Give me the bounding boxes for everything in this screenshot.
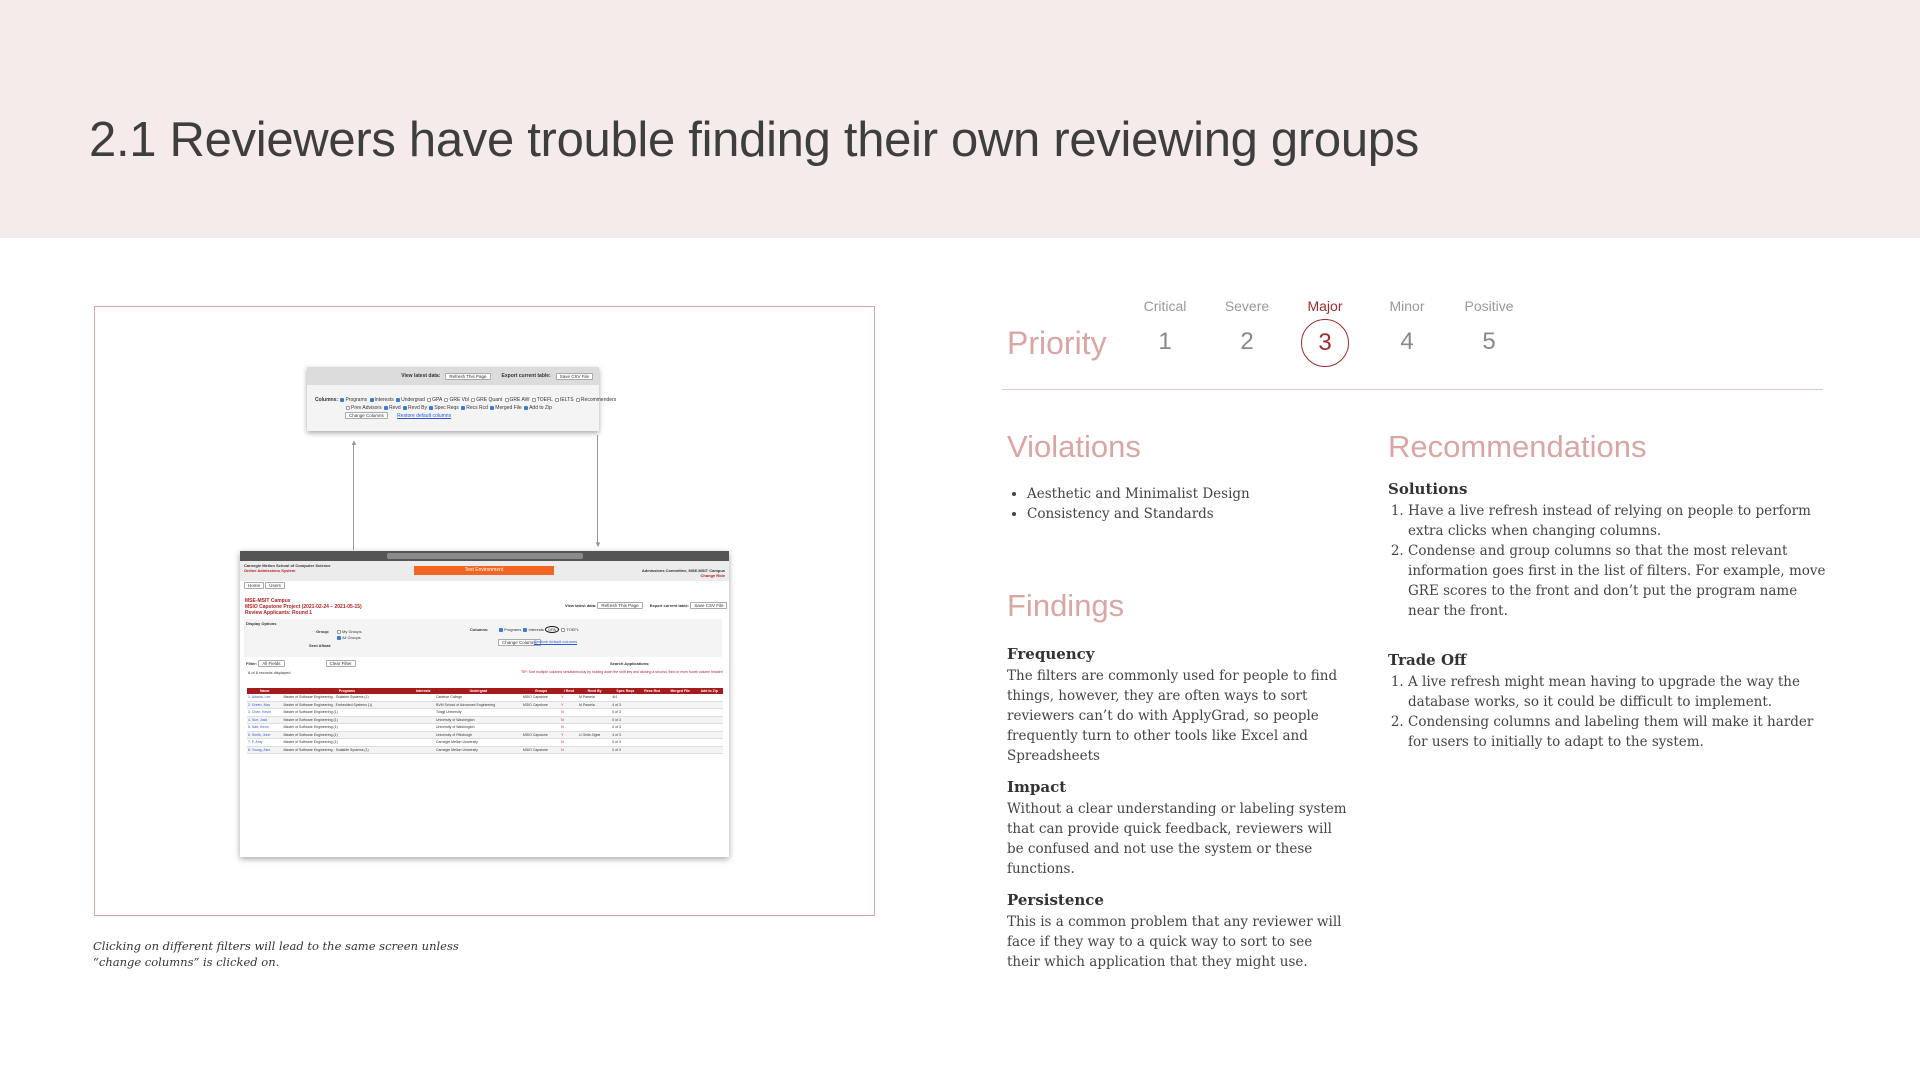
column-option: GPA: [432, 397, 443, 403]
table-header-cell[interactable]: Programs: [282, 688, 411, 694]
column-option: Interests: [528, 627, 544, 632]
table-cell: [639, 694, 665, 701]
table-cell: [695, 701, 723, 709]
priority-level-5: [1444, 298, 1534, 356]
checkbox-icon[interactable]: [384, 406, 388, 410]
table-cell: [411, 724, 435, 732]
table-cell: [695, 746, 723, 754]
table-cell: 0 of 3: [611, 709, 639, 717]
checkbox-icon[interactable]: [490, 406, 494, 410]
level-name: Minor: [1389, 298, 1425, 314]
table-cell: [639, 716, 665, 724]
arrow-up-icon: ▲: [350, 438, 358, 447]
column-option: GRE Quant: [476, 397, 503, 403]
table-row: [247, 739, 723, 747]
table-header-cell[interactable]: Undergrad: [435, 688, 522, 694]
findings-section: [1007, 645, 1347, 972]
radio-icon: [337, 636, 341, 640]
checkbox-icon[interactable]: [524, 406, 528, 410]
records-count: 8 of 8 records displayed: [248, 670, 291, 675]
solutions-title: Solutions: [1388, 480, 1468, 498]
column-option: Programs: [345, 397, 368, 403]
export-label: Export current table:: [501, 373, 551, 379]
table-cell: 4 of 3: [611, 731, 639, 739]
checkbox-icon[interactable]: [555, 398, 559, 402]
checkbox-icon[interactable]: [561, 628, 565, 632]
priority-level-1: [1120, 298, 1210, 356]
table-cell: 4/4: [611, 694, 639, 701]
table-cell: [578, 716, 611, 724]
table-cell: [411, 701, 435, 709]
columns-label: Columns:: [470, 627, 489, 632]
column-option: Add to Zip: [529, 405, 552, 411]
violation-item: • Consistency and Standards: [1027, 504, 1357, 524]
screenshot-frame: [94, 306, 875, 916]
checkbox-icon[interactable]: [346, 406, 350, 410]
user-role: Admissions Committee, MSE-MSIT Campus: [641, 568, 725, 573]
table-header-cell[interactable]: Spec Reqs: [611, 688, 639, 694]
table-cell: University of Pittsburgh: [435, 731, 522, 739]
column-option: Merged File: [495, 405, 522, 411]
table-header-cell[interactable]: I Revd: [560, 688, 578, 694]
column-option: Recommenders: [580, 397, 617, 403]
checkbox-icon[interactable]: [340, 398, 344, 402]
table-cell: [411, 746, 435, 754]
checkbox-icon[interactable]: [471, 398, 475, 402]
table-header-cell[interactable]: Recs Rcd: [639, 688, 665, 694]
table-cell: Y: [560, 694, 578, 701]
selected-level-circle: 3: [1301, 319, 1349, 367]
table-row: [247, 746, 723, 754]
level-name: Severe: [1224, 298, 1270, 314]
frequency-text: The filters are commonly used for people to find things, however, they are often ways to sort reviewers can’t do with ApplyGrad, so people frequently turn to other tools like Excel and Spreadsheets: [1007, 668, 1338, 764]
table-cell: [695, 716, 723, 724]
app-topband: [240, 561, 729, 581]
checkbox-icon[interactable]: [523, 628, 527, 632]
tip-text: TIP: Sort multiple columns simultaneously by holding down the shift key and clicking a second, third or even fourth column header!: [521, 670, 723, 674]
app-nav: [244, 583, 285, 588]
recommendations-heading: Recommendations: [1388, 429, 1647, 464]
url-bar: [387, 553, 583, 559]
page-title: 2.1 Reviewers have trouble finding their own reviewing groups: [89, 113, 1419, 167]
table-cell: N: [560, 716, 578, 724]
arrow-down-line: [597, 435, 598, 543]
column-option: Revd: [388, 405, 401, 411]
table-cell: [639, 701, 665, 709]
persistence-title: Persistence: [1007, 891, 1104, 909]
violation-item: • Aesthetic and Minimalist Design: [1027, 484, 1357, 504]
table-cell: Master of Software Engineering (1): [282, 709, 411, 717]
checkbox-icon[interactable]: [444, 398, 448, 402]
restore-default-link[interactable]: Restore default columns: [534, 639, 578, 644]
column-option: IELTS: [560, 397, 574, 403]
filter-field-select[interactable]: All Fields: [258, 660, 284, 667]
table-cell: [695, 731, 723, 739]
table-cell: [522, 739, 560, 747]
table-cell: MSIO Capstone: [522, 731, 560, 739]
school-name: Carnegie Mellon School of Computer Science: [244, 563, 331, 568]
checkbox-icon[interactable]: [396, 398, 400, 402]
findings-heading: Findings: [1007, 588, 1125, 623]
column-option: TOEFL: [566, 627, 580, 632]
search-label: Search Applications:: [610, 661, 650, 666]
sent-afloat-label: Sent Afloat:: [309, 643, 332, 648]
table-cell: [578, 724, 611, 732]
clear-filter-button[interactable]: Clear Filter: [326, 660, 356, 667]
level-name: Critical: [1143, 298, 1187, 314]
table-cell: Master of Software Engineering (1): [282, 739, 411, 747]
table-cell: [639, 746, 665, 754]
table-cell: Master of Software Engineering (1): [282, 731, 411, 739]
table-cell: N: [560, 739, 578, 747]
applicant-name-link[interactable]: 7. F, Amy: [247, 739, 282, 747]
priority-level-2: [1202, 298, 1292, 356]
violations-heading: Violations: [1007, 429, 1141, 464]
table-cell: BVM School of Advanced Engineering: [435, 701, 522, 709]
table-cell: [639, 739, 665, 747]
checkbox-icon[interactable]: [505, 398, 509, 402]
group-label: Group:: [316, 629, 330, 634]
view-latest-label: View latest data:: [565, 603, 597, 608]
table-cell: Carleton College: [435, 694, 522, 701]
checkbox-icon[interactable]: [370, 398, 374, 402]
table-cell: [695, 709, 723, 717]
radio-icon: [337, 630, 341, 634]
filter-label: Filter:: [246, 661, 258, 666]
display-options-panel: [244, 619, 722, 657]
table-cell: [522, 709, 560, 717]
applicant-name-link[interactable]: 8. Young, Alex: [247, 746, 282, 754]
persistence-text: This is a common problem that any reviewer will face if they way to a quick way to sort to see their which application that they might use.: [1007, 914, 1342, 970]
column-option: GRE AW: [509, 397, 530, 403]
campus-name: MSE-MSIT Campus: [245, 598, 291, 604]
table-cell: [665, 701, 695, 709]
table-row: [247, 724, 723, 732]
app-export-bar: [565, 603, 727, 608]
all-groups-radio[interactable]: [336, 635, 361, 640]
table-cell: [665, 716, 695, 724]
column-option: TOEFL: [536, 397, 553, 403]
refresh-button[interactable]: Refresh This Page: [597, 602, 642, 609]
checkbox-icon[interactable]: [576, 398, 580, 402]
solutions-list: [1388, 501, 1828, 621]
arrow-up-line: [353, 444, 354, 550]
table-cell: [522, 716, 560, 724]
table-cell: [695, 694, 723, 701]
columns-popup: [307, 367, 617, 431]
table-row: [247, 731, 723, 739]
table-cell: [665, 746, 695, 754]
column-option: Interests: [374, 397, 394, 403]
system-name: Online Admissions System: [244, 568, 296, 573]
display-options-label: Display Options: [246, 621, 277, 626]
save-csv-button[interactable]: Save CSV File: [556, 373, 593, 380]
app-screenshot: [240, 551, 729, 857]
solution-item: 2. Condense and group columns so that the most relevant information goes first in the list of filters. For example, move GRE scores to the front and don’t put the program name near the front.: [1408, 541, 1828, 621]
checkbox-icon[interactable]: [403, 406, 407, 410]
column-option: Recs Rcd: [466, 405, 488, 411]
project-name: MSIO Capstone Project (2021-02-24 – 2021-05-15): [245, 604, 362, 610]
table-cell: N: [560, 746, 578, 754]
table-cell: 4 of 3: [611, 701, 639, 709]
test-environment-banner: Test Environment: [414, 566, 554, 575]
popup-toolbar: [307, 367, 599, 385]
table-cell: [411, 716, 435, 724]
table-cell: M Pamela: [578, 694, 611, 701]
view-latest-label: View latest data:: [401, 373, 441, 379]
table-cell: MSIO Capstone: [522, 694, 560, 701]
table-cell: 0 of 3: [611, 716, 639, 724]
table-header-cell[interactable]: Name: [247, 688, 282, 694]
table-row: [247, 694, 723, 701]
checkbox-icon[interactable]: [499, 628, 503, 632]
table-header-cell[interactable]: Groups: [522, 688, 560, 694]
applicant-name-link[interactable]: 5. Naif, Kevin: [247, 724, 282, 732]
recommendations-section: [1388, 480, 1828, 752]
checkbox-icon[interactable]: [427, 398, 431, 402]
filter-bar: [246, 661, 356, 666]
table-cell: [639, 731, 665, 739]
table-cell: [665, 709, 695, 717]
table-cell: [665, 731, 695, 739]
table-cell: [665, 739, 695, 747]
checkbox-icon[interactable]: [429, 406, 433, 410]
applicant-name-link[interactable]: 1. Adams, Lee: [247, 694, 282, 701]
export-label: Export current table:: [649, 603, 690, 608]
change-columns-button[interactable]: Change Columns: [498, 639, 541, 646]
nav-users[interactable]: Users: [265, 582, 285, 589]
table-cell: [639, 724, 665, 732]
frequency-title: Frequency: [1007, 645, 1095, 663]
table-header-cell[interactable]: Merged File: [665, 688, 695, 694]
table-cell: University of Washington: [435, 724, 522, 732]
table-row: [247, 716, 723, 724]
checkbox-icon[interactable]: [461, 406, 465, 410]
table-cell: M Pamela: [578, 701, 611, 709]
table-cell: Master of Software Engineering - Scalable Systems (1): [282, 694, 411, 701]
violations-list: [1007, 484, 1357, 524]
table-cell: U Onile-Ogbe: [578, 731, 611, 739]
table-cell: Master of Software Engineering (1): [282, 716, 411, 724]
level-number: 2: [1240, 328, 1254, 355]
table-cell: Carnegie Mellon University: [435, 746, 522, 754]
table-header-cell[interactable]: Add to Zip: [695, 688, 723, 694]
tradeoff-title: Trade Off: [1388, 651, 1467, 669]
table-row: [247, 709, 723, 717]
gpa-circled[interactable]: [545, 626, 559, 633]
table-cell: [411, 709, 435, 717]
priority-level-4: [1362, 298, 1452, 356]
save-csv-button[interactable]: Save CSV File: [690, 602, 727, 609]
columns-summary: [498, 627, 579, 632]
table-cell: N: [560, 709, 578, 717]
table-cell: [578, 709, 611, 717]
applicant-name-link[interactable]: 2. Green, Max: [247, 701, 282, 709]
columns-row-3: [307, 411, 599, 419]
table-cell: [578, 739, 611, 747]
table-cell: [695, 724, 723, 732]
column-option: Prev Advisors: [351, 405, 382, 411]
column-option: Undergrad: [401, 397, 425, 403]
table-cell: MSIO Capstone: [522, 746, 560, 754]
solution-item: 1. Have a live refresh instead of relying on people to perform extra clicks when changing columns.: [1408, 501, 1828, 541]
column-option: Spec Reqs: [434, 405, 459, 411]
table-cell: [411, 694, 435, 701]
table-cell: N: [560, 724, 578, 732]
table-header-cell[interactable]: Interests: [411, 688, 435, 694]
applicant-name-link[interactable]: 6. Smith, John: [247, 731, 282, 739]
priority-label: Priority: [1007, 325, 1107, 361]
browser-chrome: [240, 551, 729, 561]
tradeoff-item: 1. A live refresh might mean having to upgrade the way the database works, so it could be difficult to implement.: [1408, 672, 1828, 712]
column-option: GRE Vbl: [449, 397, 469, 403]
nav-home[interactable]: Home: [244, 582, 264, 589]
applicant-name-link[interactable]: 3. Chen, Kevin: [247, 709, 282, 717]
tradeoff-item: 2. Condensing columns and labeling them will make it harder for users to initially to adapt to the system.: [1408, 712, 1828, 752]
columns-row-2: [307, 403, 599, 411]
priority-level-3-selected: [1280, 298, 1370, 367]
column-option: Revd By: [408, 405, 427, 411]
change-columns-button[interactable]: Change Columns: [345, 412, 388, 419]
table-cell: University of Washington: [435, 716, 522, 724]
level-number: 1: [1158, 328, 1172, 355]
column-option: Programs: [504, 627, 522, 632]
screenshot-caption: Clicking on different filters will lead to the same screen unless “change columns” is clicked on.: [93, 939, 459, 969]
all-groups-label: All Groups: [342, 635, 361, 640]
applicant-name-link[interactable]: 4. Sue, Jack: [247, 716, 282, 724]
my-groups-radio[interactable]: [336, 629, 362, 634]
table-cell: Carnegie Mellon University: [435, 739, 522, 747]
my-groups-label: My Groups: [342, 629, 362, 634]
table-header-cell[interactable]: Revd By: [578, 688, 611, 694]
table-row: [247, 701, 723, 709]
table-cell: [665, 724, 695, 732]
change-role-link[interactable]: Change Role: [700, 573, 725, 578]
columns-row-1: [307, 395, 617, 403]
table-cell: [639, 709, 665, 717]
table-cell: Master of Software Engineering - Scalable Systems (1): [282, 746, 411, 754]
level-number: 5: [1482, 328, 1496, 355]
review-round: Review Applicants: Round 1: [245, 610, 313, 616]
level-name: Positive: [1464, 298, 1514, 314]
table-cell: 0 of 3: [611, 724, 639, 732]
table-cell: Y: [560, 701, 578, 709]
impact-title: Impact: [1007, 778, 1067, 796]
table-cell: [665, 694, 695, 701]
level-name: Major: [1307, 298, 1343, 314]
impact-text: Without a clear understanding or labeling system that can provide quick feedback, reviewers will be confused and not use the system or these functions.: [1007, 801, 1347, 877]
restore-default-link[interactable]: Restore default columns: [397, 413, 452, 419]
table-cell: Master of Software Engineering - Embedded Systems (1): [282, 701, 411, 709]
table-cell: Master of Software Engineering (1): [282, 724, 411, 732]
table-cell: 0 of 3: [611, 746, 639, 754]
checkbox-icon[interactable]: [532, 398, 536, 402]
level-number: 4: [1400, 328, 1414, 355]
columns-label: Columns:: [315, 397, 339, 403]
tradeoff-list: [1388, 672, 1828, 752]
table-cell: [695, 739, 723, 747]
table-cell: [578, 746, 611, 754]
table-cell: [411, 731, 435, 739]
priority-divider: [1002, 389, 1823, 390]
table-cell: Y: [560, 731, 578, 739]
column-option: GPA: [547, 627, 557, 632]
table-cell: [522, 724, 560, 732]
arrow-down-icon: ▼: [594, 540, 602, 549]
table-cell: Tongji University: [435, 709, 522, 717]
refresh-button[interactable]: Refresh This Page: [445, 373, 490, 380]
table-cell: MSIO Capstone: [522, 701, 560, 709]
applicants-table: [247, 688, 723, 754]
table-cell: [411, 739, 435, 747]
table-cell: 0 of 3: [611, 739, 639, 747]
